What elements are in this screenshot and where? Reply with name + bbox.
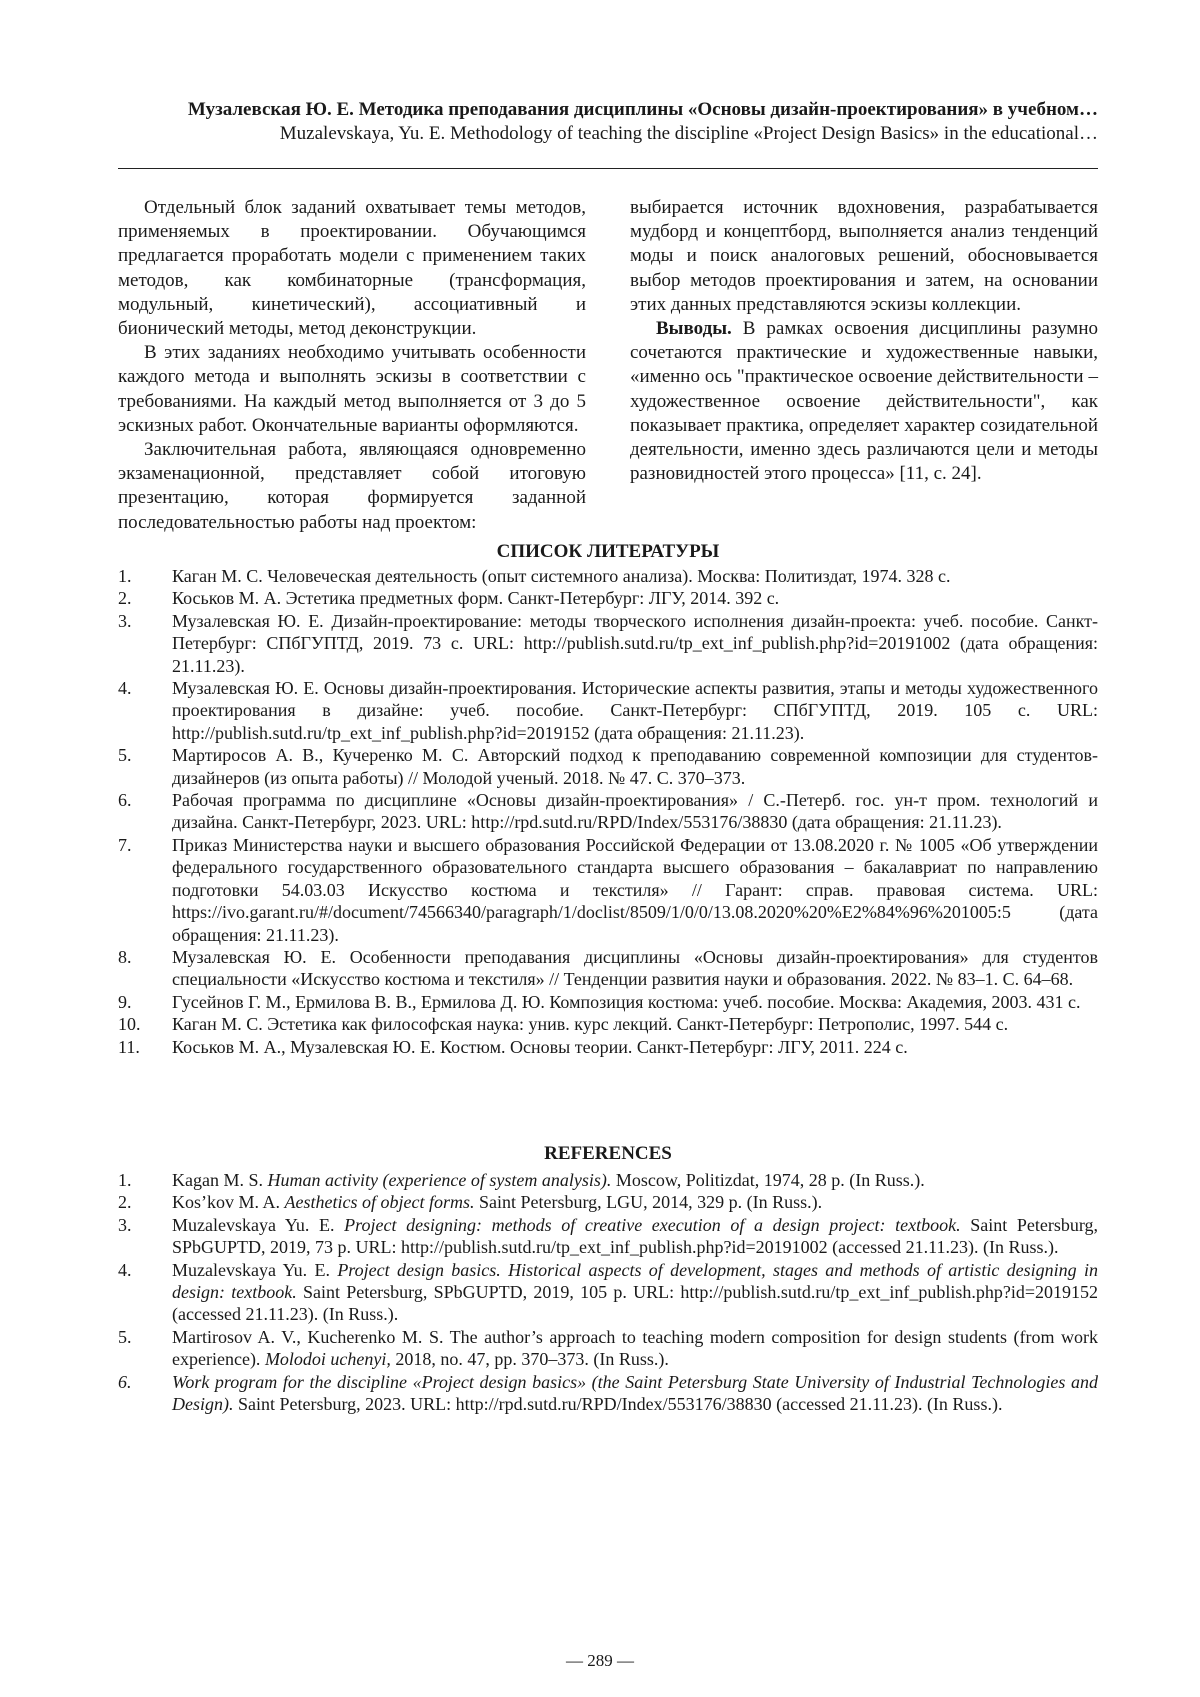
literature-item [118, 1036, 1098, 1058]
ref-author: Kagan M. S. [172, 1170, 268, 1190]
ref-details: Saint Petersburg, LGU, 2014, 329 p. (In Russ.). [474, 1192, 823, 1213]
references-title: REFERENCES [544, 1143, 672, 1164]
ref-details: Saint Petersburg, SPbGUPTD, 2019, 73 p. URL: http://publish.sutd.ru/tp_ext_inf_publish.php?id=20191002 (accessed 21.11.23). (In Russ.). [172, 1214, 1098, 1258]
header-title-ru: Музалевская Ю. Е. Методика преподавания дисциплины «Основы дизайн-проектирования» в учебном… [187, 99, 1098, 120]
references-list [118, 1169, 1098, 1415]
literature-item [118, 610, 1098, 677]
literature-item [118, 587, 1098, 609]
item-text: Коськов М. А. Эстетика предметных форм. Санкт-Петербург: ЛГУ, 2014. 392 с. [172, 588, 780, 609]
reference-item [118, 1191, 1098, 1213]
item-number: 1. [118, 1170, 132, 1190]
item-text: Коськов М. А., Музалевская Ю. Е. Костюм. Основы теории. Санкт-Петербург: ЛГУ, 2011. 224 с. [172, 1036, 908, 1057]
item-number: 9. [118, 991, 132, 1012]
literature-title: СПИСОК ЛИТЕРАТУРЫ [496, 541, 720, 562]
ref-title: Work program for the discipline «Project design basics» (the Saint Petersburg State University of Industrial Technologies and Design). [172, 1371, 1098, 1415]
conclusions-label: Выводы. [656, 318, 732, 340]
conclusions-text: В рамках освоения дисциплины разумно сочетаются практические и художественные навыки, «именно ось "практическое освоение действительности – художественное освоение действительности", как показывает практика, определяет характер созидательной деятельности, именно здесь различаются цели и методы разновидностей этого процесса» [11, с. 24]. [630, 318, 1098, 485]
reference-item [118, 1259, 1098, 1326]
item-number: 5. [118, 1326, 132, 1347]
header-divider [118, 168, 1098, 169]
item-number: 6. [118, 1371, 132, 1392]
literature-item [118, 834, 1098, 946]
item-number: 11. [118, 1036, 140, 1057]
literature-item [118, 744, 1098, 789]
item-number: 1. [118, 566, 132, 586]
ref-details: Moscow, Politizdat, 1974, 28 p. (In Russ.). [611, 1170, 925, 1190]
item-number: 6. [118, 790, 132, 811]
item-number: 2. [118, 588, 132, 609]
item-text: Каган М. С. Человеческая деятельность (опыт системного анализа). Москва: Политиздат, 1974. 328 с. [172, 566, 951, 586]
literature-item [118, 991, 1098, 1013]
literature-item [118, 789, 1098, 834]
right-column [630, 196, 1098, 486]
running-header [118, 98, 1098, 146]
item-number: 8. [118, 946, 132, 967]
ref-title: Human activity (experience of system analysis). [267, 1170, 612, 1190]
item-number: 2. [118, 1192, 132, 1213]
literature-item [118, 1013, 1098, 1035]
item-text: Музалевская Ю. Е. Дизайн-проектирование: методы творческого исполнения дизайн-проекта: учеб. пособие. Санкт-Петербург: СПбГУПТД, 2019. 73 с. URL: http://publish.sutd.ru/tp_ext_inf_publish.php?id=20191002 (дата обращения: 21.11.23). [172, 610, 1098, 676]
item-text: Гусейнов Г. М., Ермилова В. В., Ермилова Д. Ю. Композиция костюма: учеб. пособие. Москва: Академия, 2003. 431 с. [172, 991, 1081, 1012]
ref-details: Saint Petersburg, SPbGUPTD, 2019, 105 p. URL: http://publish.sutd.ru/tp_ext_inf_publish.php?id=2019152 (accessed 21.11.23). (In Russ.). [172, 1282, 1098, 1325]
literature-list [118, 565, 1098, 1058]
item-text: Каган М. С. Эстетика как философская наука: унив. курс лекций. Санкт-Петербург: Петрополис, 1997. 544 с. [172, 1014, 1009, 1035]
paragraph: Отдельный блок заданий охватывает темы методов, применяемых в проектировании. Обучающимся предлагается проработать модели с применением таких методов, как комбинаторные (трансформация, модульный, кинетический), ассоциативный и бионический методы, метод деконструкции. [118, 197, 586, 340]
literature-item [118, 565, 1098, 587]
ref-details: 2018, no. 47, pp. 370–373. (In Russ.). [390, 1349, 669, 1370]
ref-journal: Molodoi uchenyi, [264, 1349, 391, 1370]
ref-title: Project design basics. Historical aspects of development, stages and methods of artistic designing in design: textbook. [172, 1259, 1098, 1303]
literature-item [118, 946, 1098, 991]
ref-author: Kos’kov M. A. [172, 1192, 285, 1213]
item-text: Музалевская Ю. Е. Особенности преподавания дисциплины «Основы дизайн-проектирования» для студентов специальности «Искусство костюма и текстиля» // Тенденции развития науки и образования. 2022. № 83–1. С. 64–68. [172, 946, 1098, 990]
reference-item [118, 1214, 1098, 1259]
item-number: 4. [118, 678, 132, 699]
item-number: 7. [118, 834, 132, 855]
reference-item [118, 1371, 1098, 1416]
conclusions-paragraph [630, 317, 1098, 486]
reference-item [118, 1326, 1098, 1371]
item-number: 5. [118, 745, 132, 766]
item-number: 10. [118, 1014, 141, 1035]
ref-title: Aesthetics of object forms. [284, 1192, 475, 1213]
reference-item [118, 1169, 1098, 1191]
item-number: 3. [118, 610, 132, 631]
item-text: Музалевская Ю. Е. Основы дизайн-проектирования. Исторические аспекты развития, этапы и методы художественного проектирования в дизайне: учеб. пособие. Санкт-Петербург: СПбГУПТД, 2019. 105 с. URL: http://publish.sutd.ru/tp_ext_inf_publish.php?id=2019152 (дата обращения: 21.11.23). [172, 678, 1098, 743]
ref-details: Saint Petersburg, 2023. URL: http://rpd.sutd.ru/RPD/Index/553176/38830 (accessed 21.11.23). (In Russ.). [233, 1394, 1003, 1415]
ref-author: Muzalevskaya Yu. E. [172, 1214, 345, 1235]
paragraph: выбирается источник вдохновения, разрабатывается мудборд и концептборд, выполняется анализ тенденций моды и поиск аналоговых решений, обосновывается выбор методов проектирования и затем, на основании этих данных представляются эскизы коллекции. [630, 197, 1098, 315]
literature-item [118, 677, 1098, 744]
item-text: Приказ Министерства науки и высшего образования Российской Федерации от 13.08.2020 г. № 1005 «Об утверждении федерального государственного образовательного стандарта высшего образования – бакалавриат по направлению подготовки 54.03.03 Искусство костюма и текстиля» // Гарант: справ. правовая система. URL: https://ivo.garant.ru/#/document/74566340/paragraph/1/doclist/8509/1/0/0/13.08.2020%20%E2%84%96%201005:5 (дата обращения: 21.11.23). [172, 834, 1098, 945]
item-text: Рабочая программа по дисциплине «Основы дизайн-проектирования» / С.-Петерб. гос. ун-т пром. технологий и дизайна. Санкт-Петербург, 2023. URL: http://rpd.sutd.ru/RPD/Index/553176/38830 (дата обращения: 21.11.23). [172, 790, 1098, 833]
item-number: 3. [118, 1214, 132, 1235]
paragraph: Заключительная работа, являющаяся одновременно экзаменационной, представляет собой итоговую презентацию, которая формируется заданной последовательностью работы над проектом: [118, 439, 586, 533]
item-number: 4. [118, 1259, 132, 1280]
header-title-en: Muzalevskaya, Yu. E. Methodology of teaching the discipline «Project Design Basics» in the educational… [279, 123, 1098, 144]
page-number: — 289 — [566, 1651, 634, 1670]
ref-title: Project designing: methods of creative execution of a design project: textbook. [344, 1214, 961, 1235]
ref-author: Muzalevskaya Yu. E. [172, 1259, 338, 1280]
paragraph: В этих заданиях необходимо учитывать особенности каждого метода и выполнять эскизы в соответствии с требованиями. На каждый метод выполняется от 3 до 5 эскизных работ. Окончательные варианты оформляются. [118, 342, 586, 436]
ref-author: Martirosov A. V., Kucherenko M. S. The author’s approach to teaching modern composition for design students (from work experience). [172, 1326, 1098, 1370]
item-text: Мартиросов А. В., Кучеренко М. С. Авторский подход к преподаванию современной композиции для студентов-дизайнеров (из опыта работы) // Молодой ученый. 2018. № 47. С. 370–373. [172, 745, 1098, 788]
left-column [118, 196, 586, 535]
